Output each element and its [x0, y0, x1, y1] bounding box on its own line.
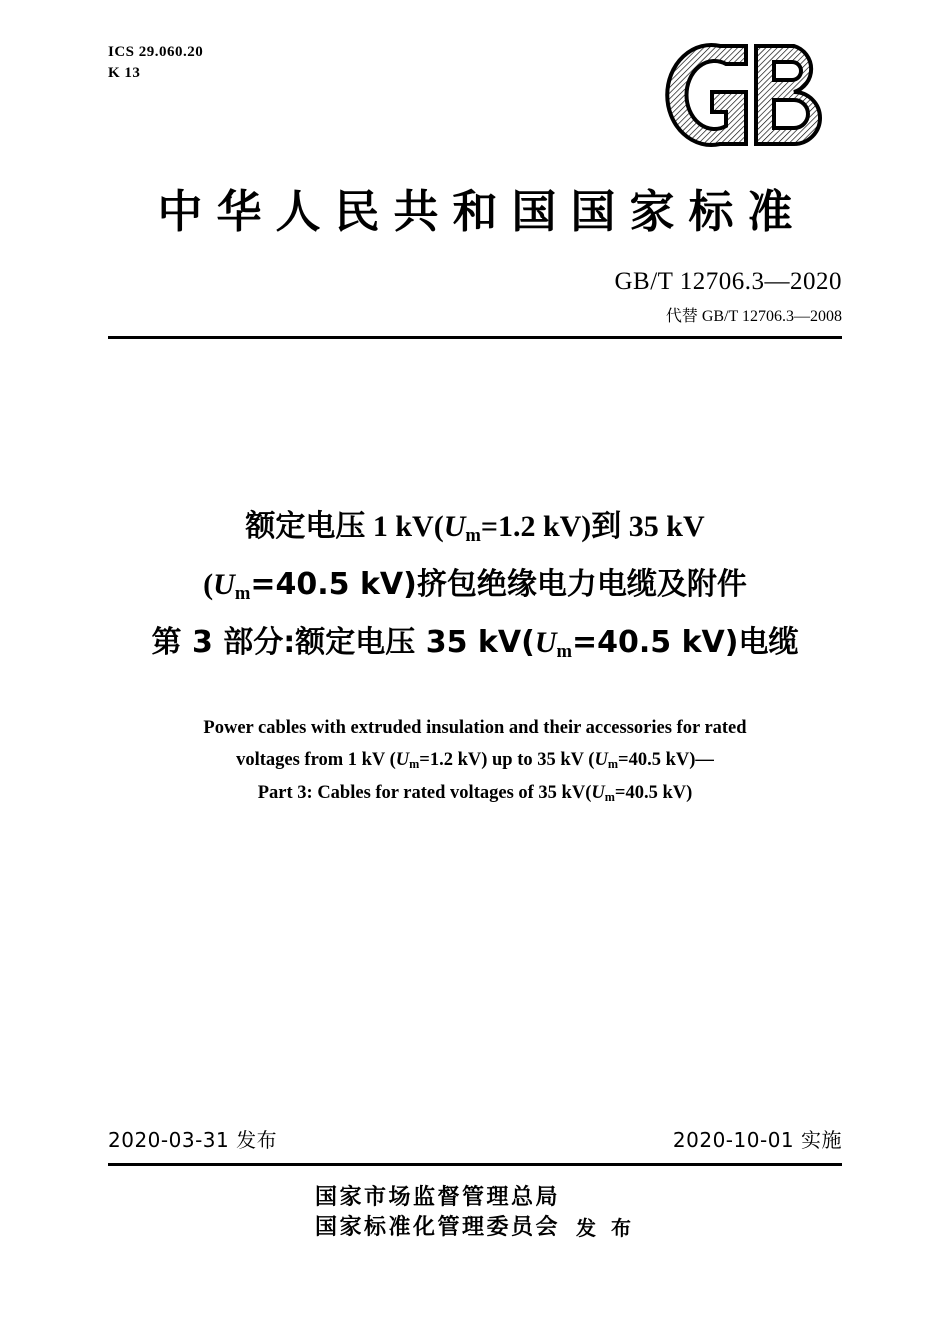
title-en-line-3 [130, 777, 820, 810]
title-en-line-2-symbol: U [395, 750, 410, 770]
title-cn-line-1-b: =1.2 kV)到 35 kV [480, 510, 705, 543]
divider-top [108, 336, 842, 339]
gb-logo-icon [660, 40, 840, 150]
title-cn-line-3-symbol: U [534, 626, 557, 659]
title-cn-line-2-subscript: m [234, 582, 251, 604]
title-cn-line-1 [60, 500, 890, 558]
standard-number: GB/T 12706.3—2020 [614, 268, 842, 295]
title-cn-line-3-a: 第 3 部分:额定电压 35 kV( [151, 625, 535, 660]
title-cn-line-1-a: 额定电压 1 kV( [245, 510, 444, 543]
title-cn-line-3-subscript: m [556, 640, 572, 662]
title-en-line-2-a: voltages from 1 kV ( [236, 750, 396, 770]
publisher-block [0, 1183, 950, 1243]
title-cn-line-2-b: =40.5 kV)挤包绝缘电力电缆及附件 [250, 567, 747, 602]
title-cn-line-2 [60, 558, 890, 616]
title-en-line-2-b: =1.2 kV) up to 35 kV ( [419, 750, 595, 770]
title-cn-line-1-subscript: m [465, 524, 481, 546]
classification-code: K 13 [108, 65, 141, 81]
title-cn-line-2-a: ( [203, 568, 214, 601]
publisher-org-1: 国家市场监督管理总局 [315, 1185, 561, 1210]
title-cn-line-3 [60, 616, 890, 674]
title-en-line-3-a: Part 3: Cables for rated voltages of 35 kV( [257, 783, 592, 803]
standard-replaces: 代替 GB/T 12706.3—2008 [665, 308, 842, 325]
title-en-line-3-symbol: U [591, 783, 605, 803]
title-cn-line-1-symbol: U [443, 510, 466, 543]
publisher-names [315, 1183, 560, 1243]
publisher-issue-word: 发 布 [576, 1215, 635, 1240]
title-en-line-2 [130, 744, 820, 777]
publisher-org-2: 国家标准化管理委员会 [315, 1215, 561, 1240]
issue-date: 2020-03-31 发布 [108, 1128, 278, 1152]
title-en-line-3-subscript: m [604, 789, 615, 804]
ics-code: ICS 29.060.20 [108, 44, 204, 60]
document-title-english [130, 712, 820, 810]
ics-classification-block [108, 42, 203, 84]
title-en-line-3-b: =40.5 kV) [614, 783, 693, 803]
document-title-chinese [60, 500, 890, 674]
standard-number-block [615, 268, 843, 326]
title-cn-line-3-b: =40.5 kV)电缆 [571, 625, 799, 660]
title-en-line-1: Power cables with extruded insulation and their accessories for rated [203, 718, 747, 738]
title-en-line-2-c: =40.5 kV)— [618, 750, 714, 770]
title-en-line-2-subscript-2: m [607, 756, 619, 771]
national-standard-heading: 中华人民共和国国家标准 [157, 185, 807, 238]
effective-date: 2020-10-01 实施 [672, 1128, 842, 1152]
title-en-line-2-symbol-2: U [594, 750, 608, 770]
divider-bottom [108, 1163, 842, 1166]
title-en-line-2-subscript: m [409, 756, 420, 771]
title-cn-line-2-symbol: U [213, 568, 235, 601]
